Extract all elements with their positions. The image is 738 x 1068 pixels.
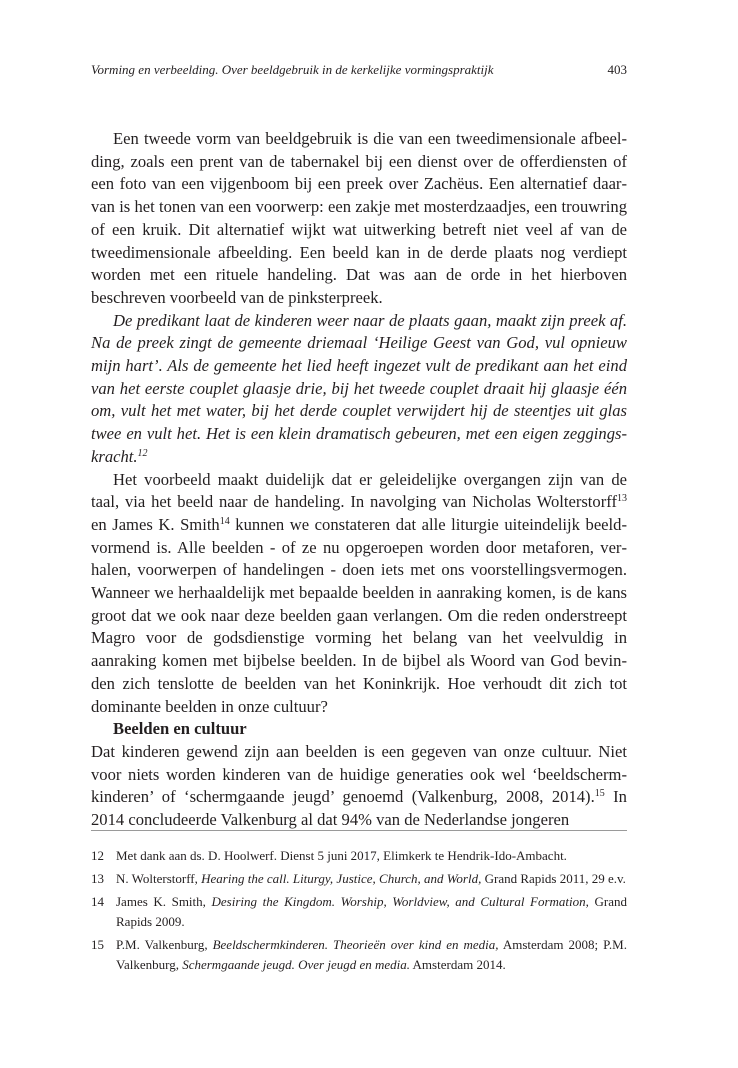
footnote-number: 13	[91, 871, 104, 886]
main-text	[91, 128, 627, 832]
footnote-text	[116, 869, 627, 889]
footnote-number: 12	[91, 848, 104, 863]
publication-info: Amsterdam 2008; P.M. Valkenburg,	[116, 937, 627, 972]
quote-text: De predikant laat de kinderen weer naar de plaats gaan, maakt zijn preek af. Na de preek zingt de gemeente driemaal ‘Heilige Geest van God, vul opnieuw mijn hart’. Als de gemeente het lied heeft ingezet vult de predikant aan het eind van het eerste couplet glaasje drie, bij het tweede couplet draait hij glaasje één om, vult het met water, bij het derde couplet verwijdert hij de steentjes uit glas twee en vult het. Het is een klein dramatisch gebeuren, met een eigen zeggingskracht.	[91, 310, 627, 466]
footnotes	[91, 846, 627, 978]
publication-info: Amsterdam 2014.	[410, 957, 506, 972]
footnote-text: Met dank aan ds. D. Hoolwerf. Dienst 5 juni 2017, Elimkerk te Hendrik-Ido-Ambacht.	[116, 848, 567, 863]
footnote-ref[interactable]: 12	[137, 447, 148, 459]
footnote-text	[116, 935, 627, 975]
work-title: Beeldschermkinderen. Theorieën over kind en media,	[212, 937, 499, 952]
footnote-text	[116, 892, 627, 932]
work-title: Desiring the Kingdom. Worship, Worldview, and Cultural Formation,	[211, 894, 589, 909]
footnote	[91, 846, 627, 866]
page-number: 403	[607, 62, 627, 77]
footnote-ref[interactable]: 14	[219, 515, 230, 527]
footnote	[91, 892, 627, 932]
publication-info: Grand Rapids 2009.	[116, 894, 627, 929]
work-title: Hearing the call. Liturgy, Justice, Church, and World,	[201, 871, 482, 886]
paragraph: Een tweede vorm van beeldgebruik is die van een tweedimensionale afbeelding, zoals een prent van de tabernakel bij een dienst over de offerdiensten of een foto van een vijgenboom bij een preek over Zachëus. Een alternatief daarvan is het tonen van een voorwerp: een zakje met mosterdzaadjes, een trouwring of een kruik. Dit alternatief wijkt wat uitwerking betreft niet veel af van de tweedimensionale afbeelding. Een beeld kan in de derde plaats nog verdiept worden met een rituele handeling. Dat was aan de orde in het hierboven beschreven voorbeeld van de pinksterpreek.	[91, 129, 627, 307]
footnote-ref[interactable]: 13	[617, 493, 627, 505]
paragraph-text: Het voorbeeld maakt duidelijk dat er geleidelijke overgangen zijn van de taal, via het beeld naar de handeling. In navolging van Nicholas Wolterstorff	[91, 469, 627, 512]
quote-paragraph	[91, 310, 627, 469]
footnote-ref[interactable]: 15	[594, 788, 605, 800]
footnote-divider	[91, 830, 627, 831]
author: P.M. Valkenburg,	[116, 937, 213, 952]
paragraph	[91, 741, 627, 832]
publication-info: Grand Rapids 2011, 29 e.v.	[481, 871, 626, 886]
footnote-number: 15	[91, 937, 104, 952]
paragraph-text: kunnen we constateren dat alle liturgie uiteindelijk beeldvormend is. Alle beelden - of ze nu opgeroepen worden door metaforen, verhalen, voorwerpen of handelingen - doen iets met ons voorstellingsvermogen. Wanneer we herhaaldelijk met bepaalde beelden in aanraking komen, is de kans groot dat we ook naar deze beelden gaan verlangen. Om die reden onderstreept Magro voor de godsdienstige vorming het belang van het veelvuldig in aanraking komen met bijbelse beelden. In de bijbel als Woord van God bevinden zich tenslotte de beelden van het Koninkrijk. Hoe verhoudt dit zich tot dominante beelden in onze cultuur?	[91, 514, 627, 716]
footnote-number: 14	[91, 894, 104, 909]
author: James K. Smith,	[116, 894, 212, 909]
paragraph-text: en James K. Smith	[91, 514, 220, 534]
section-heading: Beelden en cultuur	[113, 719, 247, 739]
paragraph-text: In 2014 concludeerde Valkenburg al dat 94% van de Nederlandse jongeren	[91, 787, 627, 830]
footnote	[91, 869, 627, 889]
paragraph-text: Dat kinderen gewend zijn aan beelden is een gegeven van onze cultuur. Niet voor niets worden kinderen van de huidige generaties ook wel ‘beeldschermkinderen’ of ‘schermgaande jeugd’ genoemd (Valkenburg, 2008, 2014).	[91, 741, 627, 807]
author: N. Wolterstorff,	[116, 871, 202, 886]
running-title: Vorming en verbeelding. Over beeldgebruik in de kerkelijke vormingspraktijk	[91, 62, 494, 77]
footnote	[91, 935, 627, 975]
paragraph	[91, 469, 627, 719]
work-title: Schermgaande jeugd. Over jeugd en media.	[182, 957, 411, 972]
running-header	[91, 62, 627, 82]
